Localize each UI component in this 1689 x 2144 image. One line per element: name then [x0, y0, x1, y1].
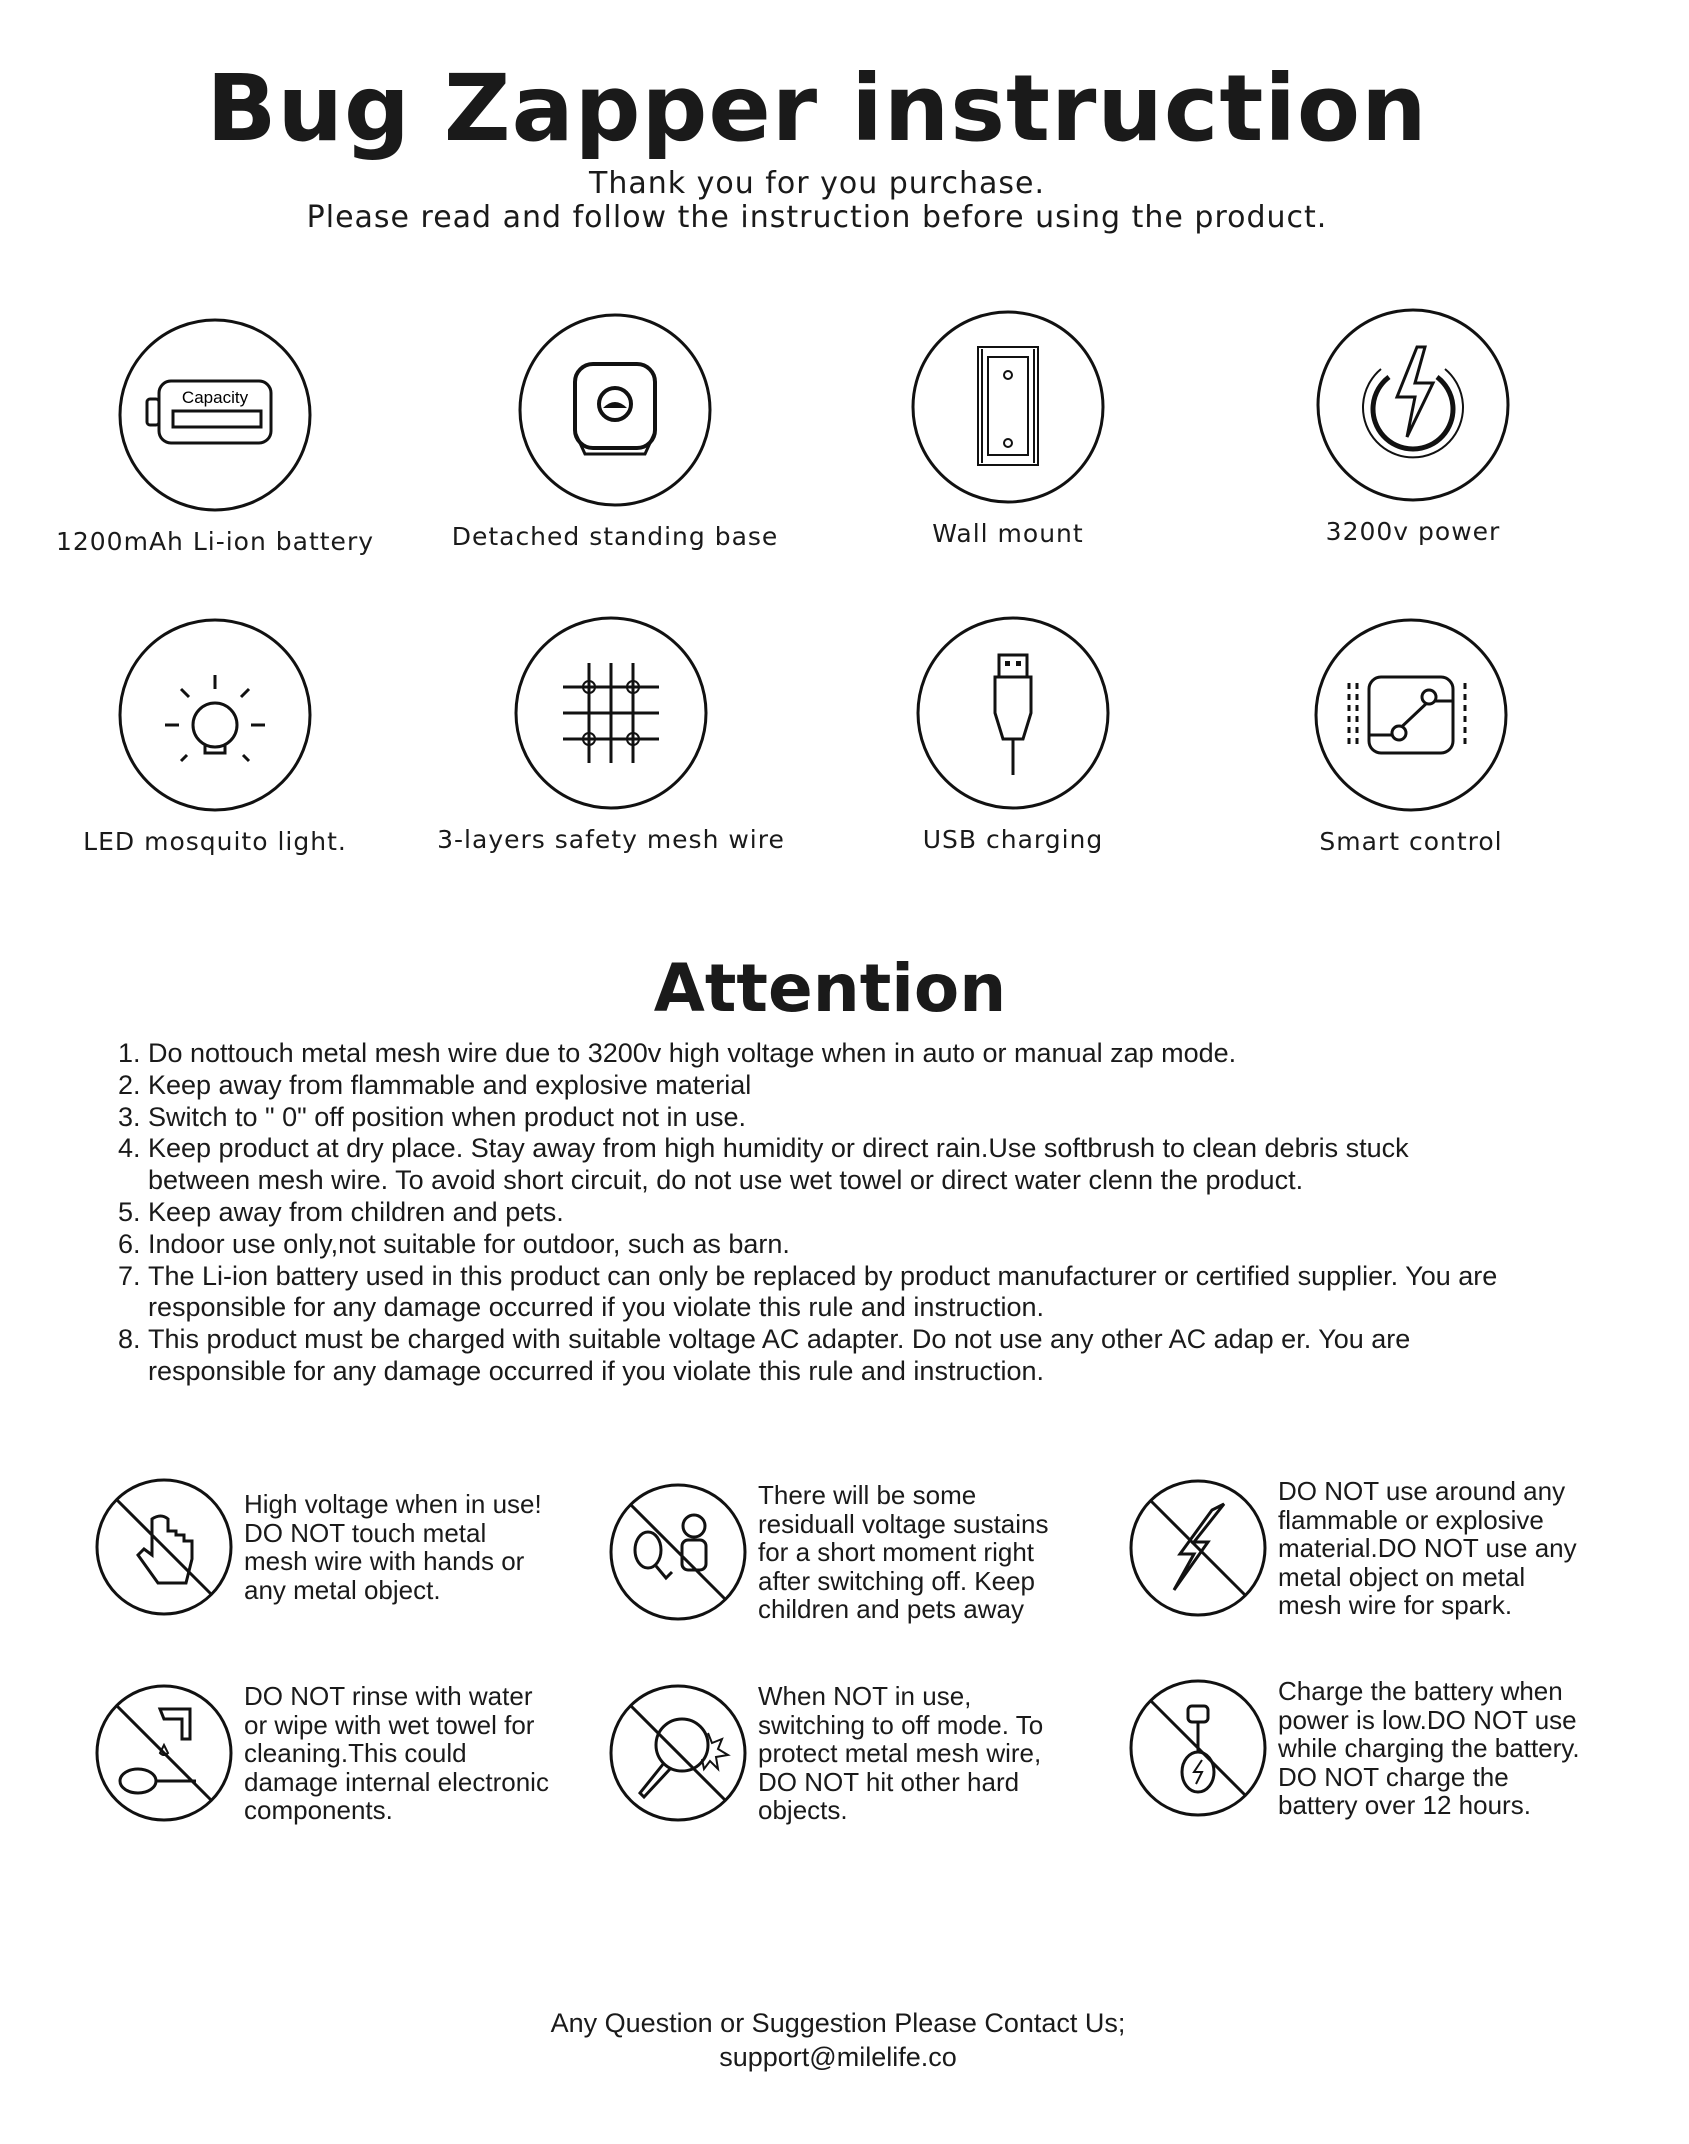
item-text: This product must be charged with suitable voltage AC adapter. Do not use any other AC adap er. You are responsible for any damage occurred if you violate this rule and instruction.: [148, 1324, 1411, 1386]
chip-icon: [1313, 617, 1509, 813]
warning-text: When NOT in use, switching to off mode. To protect metal mesh wire, DO NOT hit other hard objects.: [758, 1681, 1044, 1825]
feature-mesh: [411, 615, 811, 854]
no-hit-icon: [608, 1683, 748, 1823]
list-item: [118, 1261, 1638, 1325]
warning-no-children: [608, 1481, 1128, 1624]
warning-charging: [1128, 1677, 1648, 1820]
item-number: 5.: [118, 1196, 141, 1227]
feature-power: [1213, 307, 1613, 546]
no-children-icon: [608, 1482, 748, 1622]
list-item: [118, 1229, 1638, 1261]
warning-no-touch: [94, 1477, 614, 1617]
item-text: The Li-ion battery used in this product can only be replaced by product manufacturer or certified supplier. You are responsible for any damage occurred if you violate this rule and instruction.: [148, 1260, 1498, 1323]
no-touch-icon: [94, 1477, 234, 1617]
no-water-icon: [94, 1683, 234, 1823]
feature-label: Detached standing base: [451, 522, 779, 551]
warning-text: DO NOT use around any flammable or explosive material.DO NOT use any metal object on metal mesh wire for spark.: [1278, 1476, 1577, 1620]
list-item: [118, 1133, 1498, 1197]
item-text: Keep product at dry place. Stay away from high humidity or direct rain.Use softbrush to clean debris stuck between mesh wire. To avoid short circuit, do not use wet towel or direct water clenn the product.: [148, 1133, 1409, 1196]
power-icon: [1315, 307, 1511, 503]
battery-icon: [117, 317, 313, 513]
bulb-icon: [117, 617, 313, 813]
no-spark-icon: [1128, 1478, 1268, 1618]
warning-no-spark: [1128, 1477, 1648, 1620]
item-text: Do nottouch metal mesh wire due to 3200v high voltage when in auto or manual zap mode.: [148, 1038, 1237, 1068]
subtitle-read: Please read and follow the instruction before using the product.: [306, 200, 1328, 235]
warning-no-hit: [608, 1682, 1128, 1825]
feature-label: LED mosquito light.: [83, 827, 347, 856]
feature-label: USB charging: [922, 825, 1104, 854]
no-charge-use-icon: [1128, 1678, 1268, 1818]
attention-list: [118, 1038, 1638, 1388]
item-text: Switch to " 0" off position when product not in use.: [148, 1101, 747, 1132]
feature-usb: [813, 615, 1213, 854]
mesh-icon: [513, 615, 709, 811]
warning-text: DO NOT rinse with water or wipe with wet towel for cleaning.This could damage internal electronic components.: [244, 1681, 549, 1825]
item-text: Keep away from children and pets.: [148, 1196, 564, 1227]
feature-label: 3200v power: [1325, 517, 1501, 546]
feature-smart-control: [1211, 617, 1611, 856]
feature-label: Smart control: [1319, 827, 1503, 856]
feature-label: 1200mAh Li-ion battery: [55, 527, 375, 556]
item-number: 4.: [118, 1133, 141, 1164]
feature-base: [415, 312, 815, 551]
item-number: 3.: [118, 1101, 141, 1132]
list-item: [118, 1197, 1638, 1229]
feature-led-light: [15, 617, 415, 856]
feature-label: 3-layers safety mesh wire: [437, 825, 785, 854]
attention-heading: Attention: [653, 950, 1007, 1027]
wall-mount-icon: [910, 309, 1106, 505]
item-text: Keep away from flammable and explosive material: [148, 1069, 752, 1100]
subtitle-thanks: Thank you for you purchase.: [589, 166, 1045, 201]
usb-icon: [915, 615, 1111, 811]
page-title: Bug Zapper instruction: [206, 55, 1428, 162]
item-number: 8.: [118, 1324, 141, 1355]
warning-no-water: [94, 1682, 614, 1825]
list-item: [118, 1102, 1638, 1134]
list-item: [118, 1038, 1638, 1070]
warning-text: There will be some residuall voltage sustains for a short moment right after switching off. Keep children and pets away: [758, 1480, 1049, 1624]
feature-battery: [15, 317, 415, 556]
list-item: [118, 1070, 1638, 1102]
item-number: 1.: [118, 1038, 141, 1068]
footer-email[interactable]: support@milelife.co: [719, 2042, 957, 2072]
feature-label: Wall mount: [932, 519, 1084, 548]
warning-text: Charge the battery when power is low.DO NOT use while charging the battery. DO NOT charge the battery over 12 hours.: [1278, 1676, 1580, 1820]
item-number: 2.: [118, 1069, 141, 1100]
feature-wall-mount: [808, 309, 1208, 548]
list-item: [118, 1324, 1498, 1388]
battery-capacity-text: Capacity: [181, 388, 249, 407]
item-number: 7.: [118, 1260, 141, 1291]
base-icon: [517, 312, 713, 508]
item-number: 6.: [118, 1228, 141, 1259]
footer-contact-text: Any Question or Suggestion Please Contact Us;: [550, 2008, 1126, 2038]
warning-text: High voltage when in use! DO NOT touch metal mesh wire with hands or any metal object.: [244, 1489, 542, 1605]
item-text: Indoor use only,not suitable for outdoor, such as barn.: [148, 1228, 790, 1259]
